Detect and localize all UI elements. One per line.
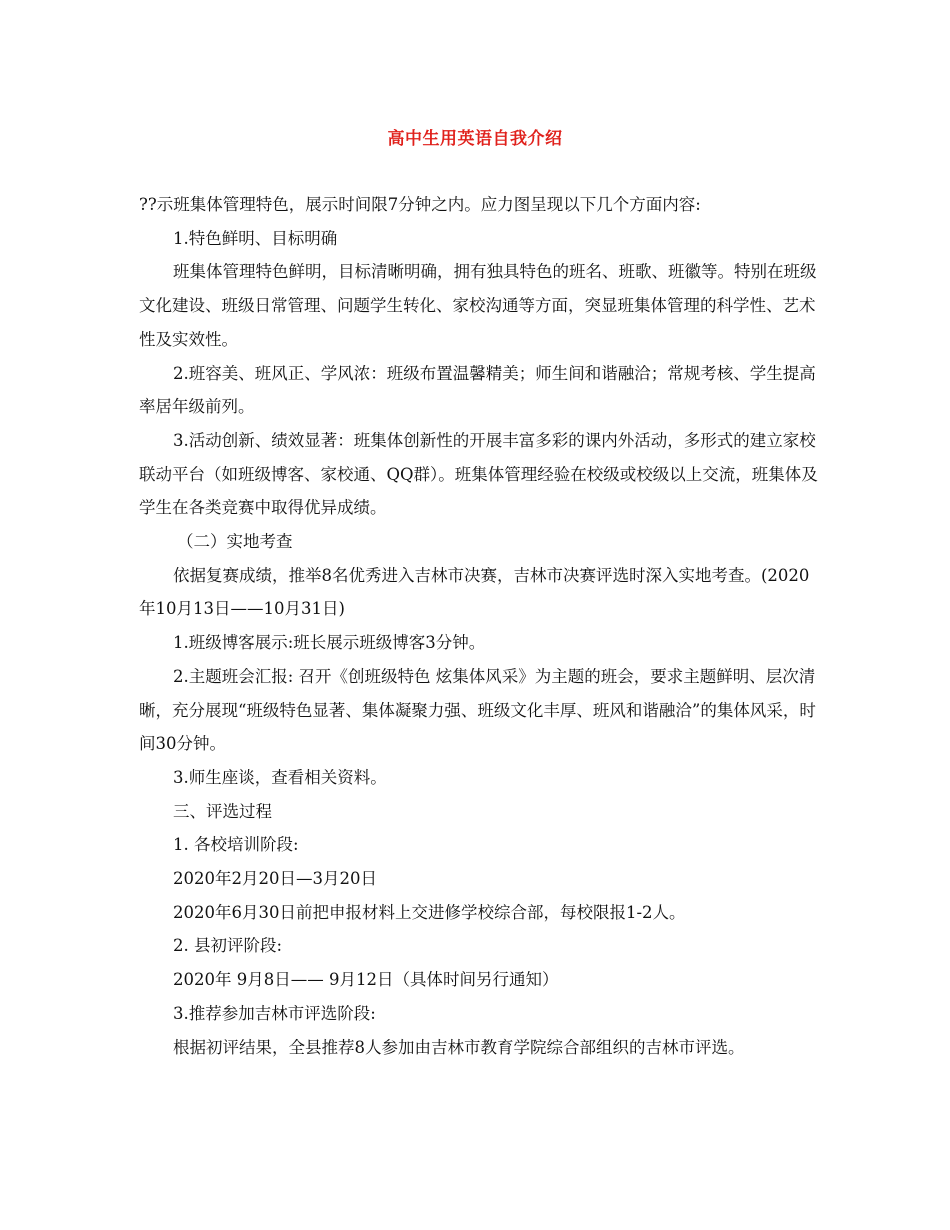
paragraph-forum: 3.师生座谈，查看相关资料。: [173, 767, 387, 787]
paragraph-item-2: 2.班容美、班风正、学风浓：班级布置温馨精美；师生间和谐融洽；常规考核、学生提高率居年级前列。: [139, 363, 816, 417]
document-body: [139, 188, 819, 1064]
section-heading-process: 三、评选过程: [173, 801, 272, 821]
paragraph-stage-3: 3.推荐参加吉林市评选阶段:: [173, 1003, 376, 1023]
paragraph-stage-2: 2. 县初评阶段:: [173, 936, 283, 956]
paragraph-stage-1-deadline: 2020年6月30日前把申报材料上交进修学校综合部，每校限报1-2人。: [173, 902, 686, 922]
paragraph-item-3: 3.活动创新、绩效显著：班集体创新性的开展丰富多彩的课内外活动，多形式的建立家校联动平台（如班级博客、家校通、QQ群）。班集体管理经验在校级或校级以上交流，班集体及学生在各类竞赛中取得优异成绩。: [139, 430, 818, 518]
paragraph-theme-meeting: 2.主题班会汇报: 召开《创班级特色 炫集体风采》为主题的班会，要求主题鲜明、层次清晰，充分展现“班级特色显著、集体凝聚力强、班级文化丰厚、班风和谐融洽”的集体风采，时间30分钟。: [139, 666, 816, 754]
document-title: 高中生用英语自我介绍: [387, 129, 563, 149]
paragraph-item-1-heading: 1.特色鲜明、目标明确: [173, 228, 338, 248]
paragraph-stage-1-date: 2020年2月20日—3月20日: [173, 869, 377, 889]
paragraph-item-1-body: 班集体管理特色鲜明，目标清晰明确，拥有独具特色的班名、班歌、班徽等。特别在班级文化建设、班级日常管理、问题学生转化、家校沟通等方面，突显班集体管理的科学性、艺术性及实效性。: [139, 262, 817, 349]
paragraph-blog-show: 1.班级博客展示:班长展示班级博客3分钟。: [173, 633, 486, 653]
paragraph-intro: ??示班集体管理特色，展示时间限7分钟之内。应力图呈现以下几个方面内容:: [139, 195, 701, 214]
section-heading-field-check: （二）实地考查: [177, 532, 293, 552]
paragraph-field-check-body: 依据复赛成绩，推举8名优秀进入吉林市决赛，吉林市决赛评选时深入实地考查。(2020年10月13日——10月31日): [139, 565, 810, 619]
paragraph-stage-2-date: 2020年 9月8日—— 9月12日（具体时间另行通知）: [173, 970, 559, 990]
paragraph-stage-3-body: 根据初评结果，全县推荐8人参加由吉林市教育学院综合部组织的吉林市评选。: [173, 1037, 745, 1057]
paragraph-stage-1: 1. 各校培训阶段:: [173, 835, 299, 855]
